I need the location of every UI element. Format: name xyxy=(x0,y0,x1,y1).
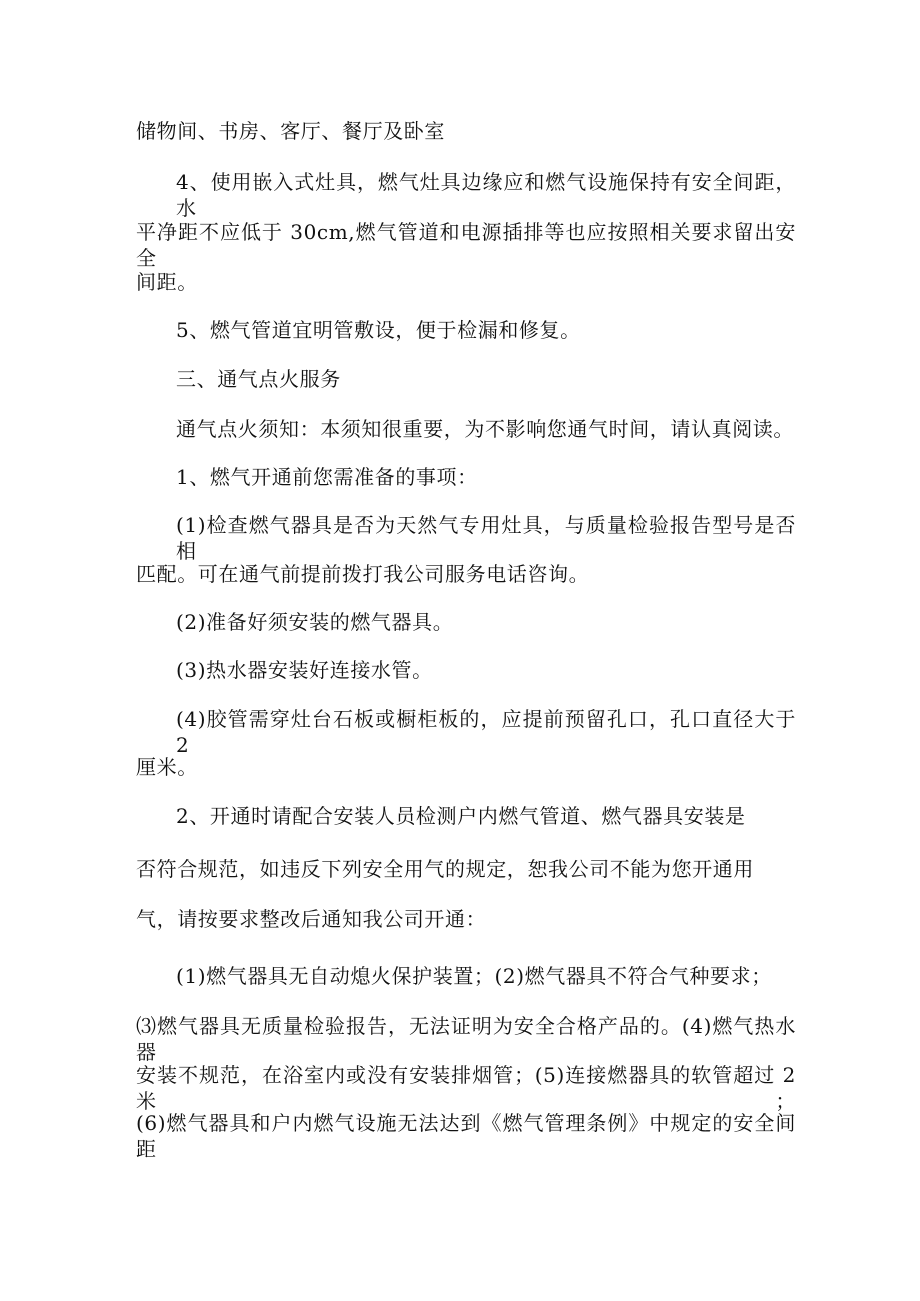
text-line: 通气点火须知：本须知很重要，为不影响您通气时间，请认真阅读。 xyxy=(176,417,794,441)
text-line: 厘米。 xyxy=(136,755,198,779)
text-line: (3)热水器安装好连接水管。 xyxy=(176,658,433,682)
text-line: 4、使用嵌入式灶具，燃气灶具边缘应和燃气设施保持有安全间距，水 xyxy=(176,170,796,220)
text-line: 匹配。可在通气前提前拨打我公司服务电话咨询。 xyxy=(136,562,590,586)
text-line: (1)燃气器具无自动熄火保护装置；(2)燃气器具不符合气种要求； xyxy=(176,964,772,988)
text-line: 间距。 xyxy=(136,270,198,294)
text-line: 安装不规范，在浴室内或没有安装排烟管；(5)连接燃器具的软管超过 2 米； xyxy=(136,1063,796,1113)
text-line: ⑶燃气器具无质量检验报告，无法证明为安全合格产品的。(4)燃气热水器 xyxy=(136,1014,796,1064)
text-line: (2)准备好须安装的燃气器具。 xyxy=(176,610,454,634)
text-line: (1)检查燃气器具是否为天然气专用灶具，与质量检验报告型号是否相 xyxy=(176,513,796,563)
text-line: 储物间、书房、客厅、餐厅及卧室 xyxy=(136,119,445,143)
text-line: (4)胶管需穿灶台石板或橱柜板的，应提前预留孔口，孔口直径大于 2 xyxy=(176,707,796,757)
text-line: 5、燃气管道宜明管敷设，便于检漏和修复。 xyxy=(176,318,581,342)
text-line: 平净距不应低于 30cm,燃气管道和电源插排等也应按照相关要求留出安全 xyxy=(136,220,796,270)
section-heading: 三、通气点火服务 xyxy=(176,367,341,391)
text-line: 气，请按要求整改后通知我公司开通： xyxy=(136,907,487,931)
text-line: 1、燃气开通前您需准备的事项： xyxy=(176,465,478,489)
text-line: (6)燃气器具和户内燃气设施无法达到《燃气管理条例》中规定的安全间距 xyxy=(136,1111,796,1161)
text-line: 2、开通时请配合安装人员检测户内燃气管道、燃气器具安装是 xyxy=(176,804,746,828)
text-line: 否符合规范，如违反下列安全用气的规定，恕我公司不能为您开通用 xyxy=(136,857,754,881)
